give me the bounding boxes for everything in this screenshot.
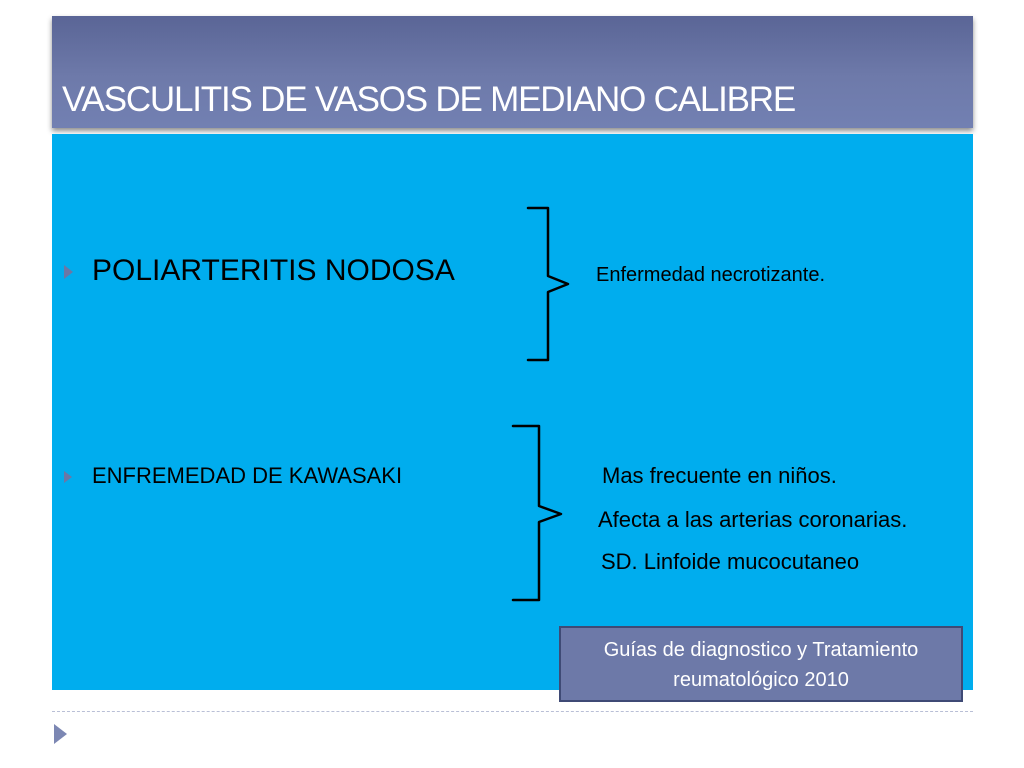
item-label-poliarteritis: POLIARTERITIS NODOSA: [92, 254, 455, 287]
slide-title: VASCULITIS DE VASOS DE MEDIANO CALIBRE: [62, 80, 796, 119]
triangle-bullet-icon: [64, 265, 73, 279]
description-kawasaki-1: Mas frecuente en niños.: [602, 463, 837, 488]
reference-line-1: Guías de diagnostico y Tratamiento: [603, 639, 919, 661]
title-bar: [52, 16, 973, 128]
triangle-bullet-icon: [64, 471, 72, 483]
footer-divider: [52, 711, 973, 712]
reference-box: [559, 626, 963, 702]
play-arrow-icon: [54, 724, 67, 744]
curly-brace-icon: [520, 200, 580, 368]
item-label-kawasaki: ENFREMEDAD DE KAWASAKI: [92, 463, 403, 488]
description-kawasaki-3: SD. Linfoide mucocutaneo: [601, 549, 860, 574]
curly-brace-icon: [505, 418, 569, 608]
reference-line-2: reumatológico 2010: [673, 669, 849, 691]
description-poliarteritis: Enfermedad necrotizante.: [596, 264, 826, 286]
description-kawasaki-2: Afecta a las arterias coronarias.: [598, 507, 908, 532]
